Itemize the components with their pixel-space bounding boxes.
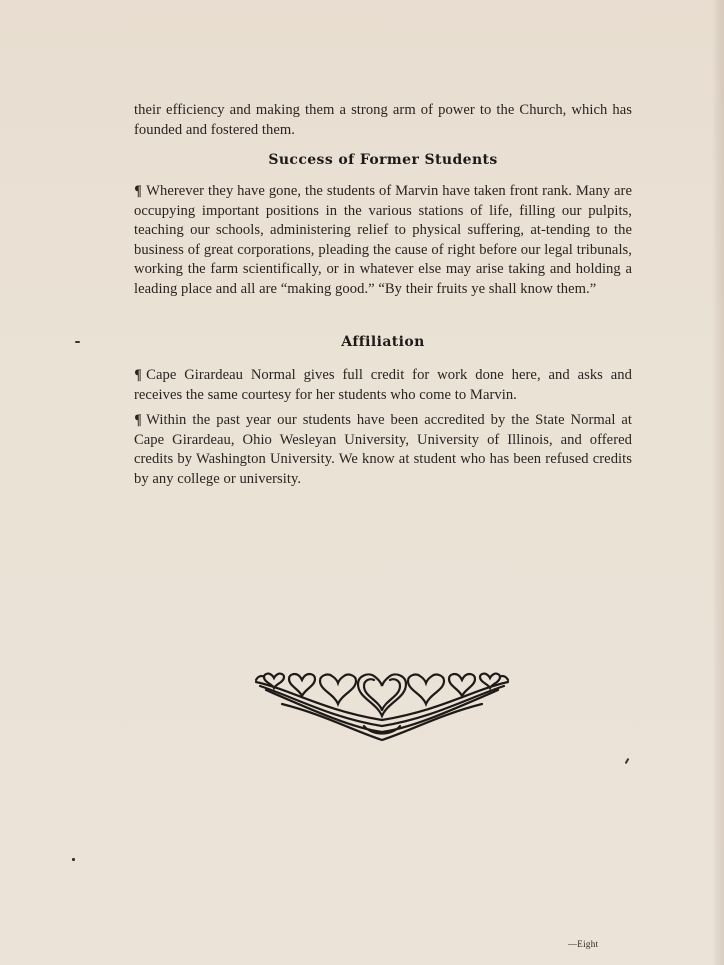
pilcrow-icon: ¶ [134,183,142,199]
section-heading-success: Success of Former Students [268,152,498,168]
pilcrow-icon: ¶ [134,367,142,383]
intro-paragraph: their efficiency and making them a strong arm of power to the Church, which has founded and fostered them. [134,102,632,138]
paragraph-text: Wherever they have gone, the students of Marvin have taken front rank. Many are occupying important positions in the various stations of life, filling our pulpits, teaching our schools, administering relief to physical suffering, at-tending to the business of great corporations, pleading the cause of right before our legal tribunals, working the farm scientifically, or in whatever else may arise taking and holding a leading place and all are “making good.” “By their fruits ye shall know them.” [134,183,632,297]
pilcrow-icon: ¶ [134,412,142,428]
page-number: —Eight [568,939,599,949]
paragraph-success [134,182,632,300]
paper-speck [72,858,75,861]
paper-speck [625,758,630,764]
paper-speck [75,341,80,343]
paragraph-affiliation-2 [134,411,632,489]
paragraph-affiliation-1 [134,366,632,405]
section-heading-affiliation: Affiliation [341,334,425,350]
ornament-icon [252,670,512,745]
paragraph-text: Cape Girardeau Normal gives full credit for work done here, and asks and receives the same courtesy for her students who come to Marvin. [134,367,632,403]
paragraph-text: Within the past year our students have been accredited by the State Normal at Cape Girardeau, Ohio Wesleyan University, University of Illinois, and offered credits by Washington University. We know at student who has been refused credits by any college or university. [134,412,632,487]
